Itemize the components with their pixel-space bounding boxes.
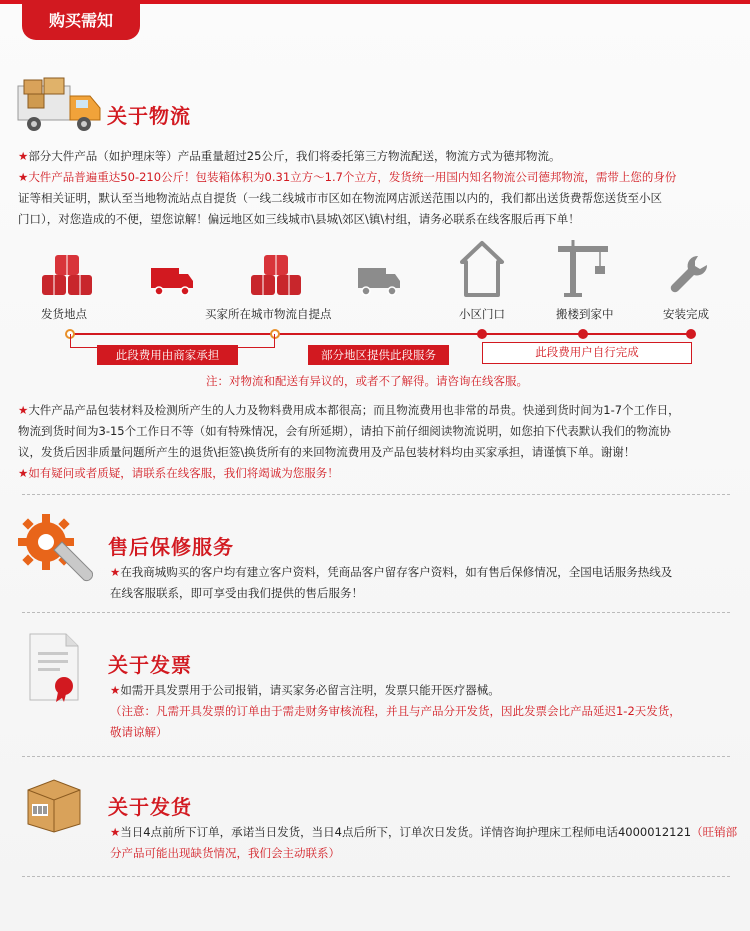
- timeline-node: [578, 329, 588, 339]
- aftersale-title: 售后保修服务: [108, 535, 234, 559]
- gear-wrench-icon: [14, 510, 98, 596]
- section-divider: [22, 756, 730, 757]
- user-paid-segment: 此段费用户自行完成: [482, 342, 692, 364]
- shipping-title: 关于发货: [108, 795, 192, 819]
- flow-label-community-gate: 小区门口: [459, 307, 505, 321]
- star-icon: ★: [18, 466, 29, 480]
- invoice-paragraph: ★如需开具发票用于公司报销，请买家务必留言注明，发票只能开医疗器械。 （注意：凡需开具发票的订单由于需走财务审核流程，并且与产品分开发货，因此发票会比产品延迟1-2天发货， 敬请谅解）: [110, 683, 681, 739]
- section-divider: [22, 494, 730, 495]
- flow-label-origin: 发货地点: [41, 307, 87, 321]
- purchase-notice-tab: 购买需知: [22, 0, 140, 40]
- shipping-paragraph: ★当日4点前所下订单，承诺当日发货，当日4点后所下，订单次日发货。详情咨询护理床工程师电话4000012121（旺销部 分产品可能出现缺货情况，我们会主动联系）: [110, 825, 738, 860]
- invoice-title: 关于发票: [108, 653, 192, 677]
- logistics-paragraph-2: ★大件产品普遍重达50-210公斤！包装箱体积为0.31立方～1.7个立方，发货统一用国内知名物流公司德邦物流，需带上您的身份 证等相关证明，默认至当地物流站点自提货（一线二线城市市区如在物流网店派送范围以内的，我们都出送货费帮您送货至小区 门口），对您造成的不便，望您谅解！偏远地区如三线城市\县城\郊区\镇\村组，请务必联系在线客服后再下单！: [18, 170, 677, 226]
- logistics-note: 注：对物流和配送有异议的，或者不了解得。请咨询在线客服。: [206, 374, 528, 388]
- delivery-truck-icon: [14, 76, 106, 140]
- star-icon: ★: [110, 565, 121, 579]
- section-divider: [22, 612, 730, 613]
- star-icon: ★: [18, 170, 29, 184]
- star-icon: ★: [18, 149, 29, 163]
- star-icon: ★: [110, 683, 121, 697]
- partial-area-service-segment: 部分地区提供此段服务: [308, 345, 449, 365]
- flow-label-pickup: 买家所在城市物流自提点: [205, 307, 332, 321]
- merchant-paid-segment: 此段费用由商家承担: [97, 345, 238, 365]
- gray-truck-icon: [357, 266, 401, 302]
- logistics-title: 关于物流: [107, 104, 191, 128]
- star-icon: ★: [110, 825, 121, 839]
- boxes-icon: [249, 253, 303, 301]
- timeline-node: [686, 329, 696, 339]
- package-box-icon: [22, 776, 86, 838]
- flow-label-upstairs: 搬楼到家中: [556, 307, 614, 321]
- logistics-paragraph-1: ★部分大件产品（如护理床等）产品重量超过25公斤，我们将委托第三方物流配送，物流方式为德邦物流。: [18, 149, 561, 163]
- logistics-paragraph-4: ★如有疑问或者质疑，请联系在线客服，我们将竭诚为您服务！: [18, 466, 339, 480]
- flow-label-installed: 安装完成: [663, 307, 709, 321]
- logistics-paragraph-3: ★大件产品产品包装材料及检测所产生的人力及物料费用成本都很高；而且物流费用也非常的昂贵。快递到货时间为1-7个工作日， 物流到货时间为3-15个工作日不等（如有特殊情况，会有所延期），请拍下前仔细阅读物流说明，如您拍下代表默认我们的物流协 议，发货后因非质量问题所产生的退货\拒签\换货所有的来回物流费用及产品包装材料均由买家承担，请谨慎下单。谢谢！: [18, 403, 680, 459]
- section-divider: [22, 876, 730, 877]
- house-gate-icon: [459, 240, 505, 302]
- boxes-icon: [40, 253, 94, 301]
- star-icon: ★: [18, 403, 29, 417]
- red-truck-icon: [150, 266, 194, 302]
- crane-icon: [556, 238, 610, 302]
- wrench-icon: [668, 253, 710, 299]
- invoice-document-icon: [20, 630, 86, 708]
- aftersale-paragraph: ★在我商城购买的客户均有建立客户资料，凭商品客户留存客户资料，如有售后保修情况，全国电话服务热线及 在线客服联系，即可享受由我们提供的售后服务！: [110, 565, 673, 600]
- timeline-node: [477, 329, 487, 339]
